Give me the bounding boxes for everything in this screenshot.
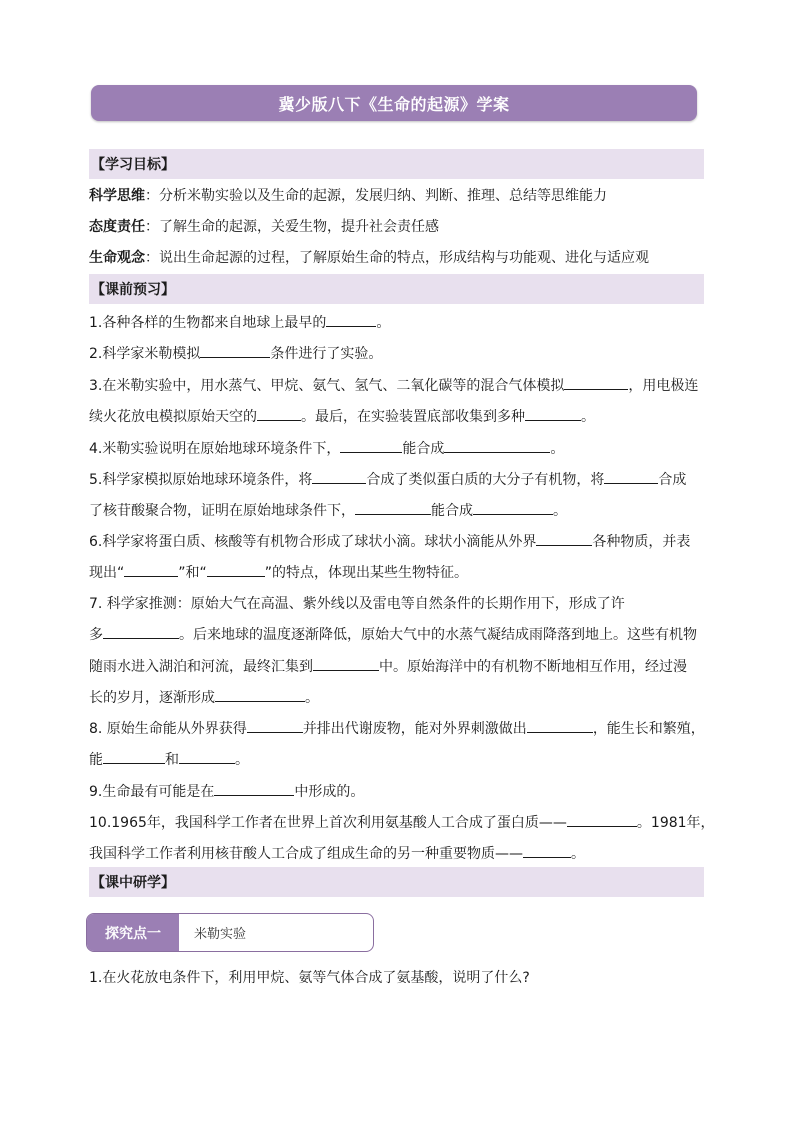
explore-point-label: 探究点一 [87,914,179,951]
question-text: 和 [165,752,179,768]
answer-blank[interactable] [525,406,581,421]
question-4 [89,438,709,459]
answer-blank[interactable] [567,812,637,827]
question-text: 。 [571,846,585,862]
question-text: 能合成 [431,503,473,519]
objective-attitude [89,217,709,237]
question-text: 8. 原始生命能从外界获得 [89,721,247,737]
answer-blank[interactable] [207,562,265,577]
answer-blank[interactable] [444,438,550,453]
answer-blank[interactable] [103,749,165,764]
question-text: 多 [89,627,103,643]
question-text: 。 [550,441,565,457]
question-text: 我国科学工作者利用核苷酸人工合成了组成生命的另一种重要物质—— [89,846,523,862]
answer-blank[interactable] [564,375,628,390]
answer-blank[interactable] [247,718,303,733]
answer-blank[interactable] [124,562,178,577]
objective-text: ：说出生命起源的过程，了解原始生命的特点，形成结构与功能观、进化与适应观 [145,250,649,266]
question-5-cont [89,500,709,521]
question-8 [89,718,709,739]
answer-blank[interactable] [215,687,305,702]
question-text: 中形成的。 [294,784,365,800]
answer-blank[interactable] [340,438,402,453]
question-text: 了核苷酸聚合物，证明在原始地球条件下， [89,503,355,519]
explore-point-topic: 米勒实验 [194,927,247,942]
question-9 [89,781,709,802]
answer-blank[interactable] [473,500,553,515]
question-text: 合成了类似蛋白质的大分子有机物，将 [366,472,605,488]
answer-blank[interactable] [200,343,270,358]
answer-blank[interactable] [312,469,366,484]
question-text: 3.在米勒实验中，用水蒸气、甲烷、氨气、氢气、二氧化碳等的混合气体模拟 [89,378,565,394]
answer-blank[interactable] [523,843,571,858]
objective-text: ：了解生命的起源，关爱生物，提升社会责任感 [145,219,439,235]
explore-point-tab [86,913,374,952]
page-title: 冀少版八下《生命的起源》学案 [91,85,697,121]
question-text: 。 [235,752,249,768]
question-text: ，能生长和繁殖， [592,721,705,737]
question-text: 4.米勒实验说明在原始地球环境条件下， [89,441,341,457]
objective-label: 科学思维 [89,188,145,204]
question-1 [89,312,709,333]
answer-blank[interactable] [214,781,294,796]
question-text: 。 [581,409,595,425]
answer-blank[interactable] [257,406,301,421]
question-text: ”的特点，体现出某些生物特征。 [264,565,469,581]
question-text: 6.科学家将蛋白质、核酸等有机物合形成了球状小滴。球状小滴能从外界 [89,534,537,550]
question-text: 能 [89,752,103,768]
question-text: 合成 [658,472,687,488]
question-text: 长的岁月，逐渐形成 [89,690,215,706]
question-text: 。最后，在实验装置底部收集到多种 [301,409,525,425]
section-preview: 【课前预习】 [89,274,704,304]
answer-blank[interactable] [355,500,431,515]
question-text: 。 [305,690,319,706]
question-text: 。后来地球的温度逐渐降低，原始大气中的水蒸气凝结成雨降落到地上。这些有机物 [179,627,697,643]
objective-label: 态度责任 [89,219,145,235]
question-8-cont [89,749,709,770]
question-10-cont [89,843,709,864]
question-2 [89,343,709,364]
question-text: 能合成 [402,441,445,457]
question-text: 中。原始海洋中的有机物不断地相互作用，经过漫 [379,659,687,675]
question-text: 。1981年， [636,815,715,831]
objective-label: 生命观念 [89,250,145,266]
section-objectives: 【学习目标】 [89,149,704,179]
question-text: 现出“ [89,565,125,581]
explore-question-1: 1.在火花放电条件下，利用甲烷、氨等气体合成了氨基酸，说明了什么? [89,970,530,986]
answer-blank[interactable] [103,624,179,639]
question-text: 并排出代谢废物，能对外界刺激做出 [302,721,527,737]
objective-thinking [89,186,709,206]
question-text: ”和“ [178,565,207,581]
question-text: 续火花放电模拟原始天空的 [89,409,257,425]
question-text: 5.科学家模拟原始地球环境条件，将 [89,472,313,488]
answer-blank[interactable] [604,469,658,484]
question-3-cont [89,406,709,427]
question-5 [89,469,709,490]
question-text: 各种物质，并表 [592,534,691,550]
objective-text: ：分析米勒实验以及生命的起源，发展归纳、判断、推理、总结等思维能力 [145,188,607,204]
question-3 [89,375,709,396]
question-text: ，用电极连 [628,378,699,394]
question-7-cont-1 [89,624,709,645]
question-text: 1.各种各样的生物都来自地球上最早的 [89,315,327,331]
question-text: 条件进行了实验。 [270,346,383,362]
question-7-cont-2 [89,656,709,677]
question-6-cont [89,562,709,583]
answer-blank[interactable] [326,312,376,327]
question-7-cont-3 [89,687,709,708]
question-text: 9.生命最有可能是在 [89,784,215,800]
question-text: 。 [553,503,567,519]
question-text: 7. 科学家推测：原始大气在高温、紫外线以及雷电等自然条件的长期作用下，形成了许 [89,596,625,612]
question-text: 10.1965年，我国科学工作者在世界上首次利用氨基酸人工合成了蛋白质—— [89,815,567,831]
objective-life-view [89,248,709,268]
question-6 [89,531,709,552]
answer-blank[interactable] [527,718,593,733]
question-text: 。 [376,315,391,331]
answer-blank[interactable] [313,656,379,671]
question-text: 2.科学家米勒模拟 [89,346,201,362]
section-in-class: 【课中研学】 [89,867,704,897]
answer-blank[interactable] [179,749,235,764]
question-7 [89,594,709,614]
question-10 [89,812,715,833]
question-text: 随雨水进入湖泊和河流，最终汇集到 [89,659,313,675]
answer-blank[interactable] [536,531,592,546]
